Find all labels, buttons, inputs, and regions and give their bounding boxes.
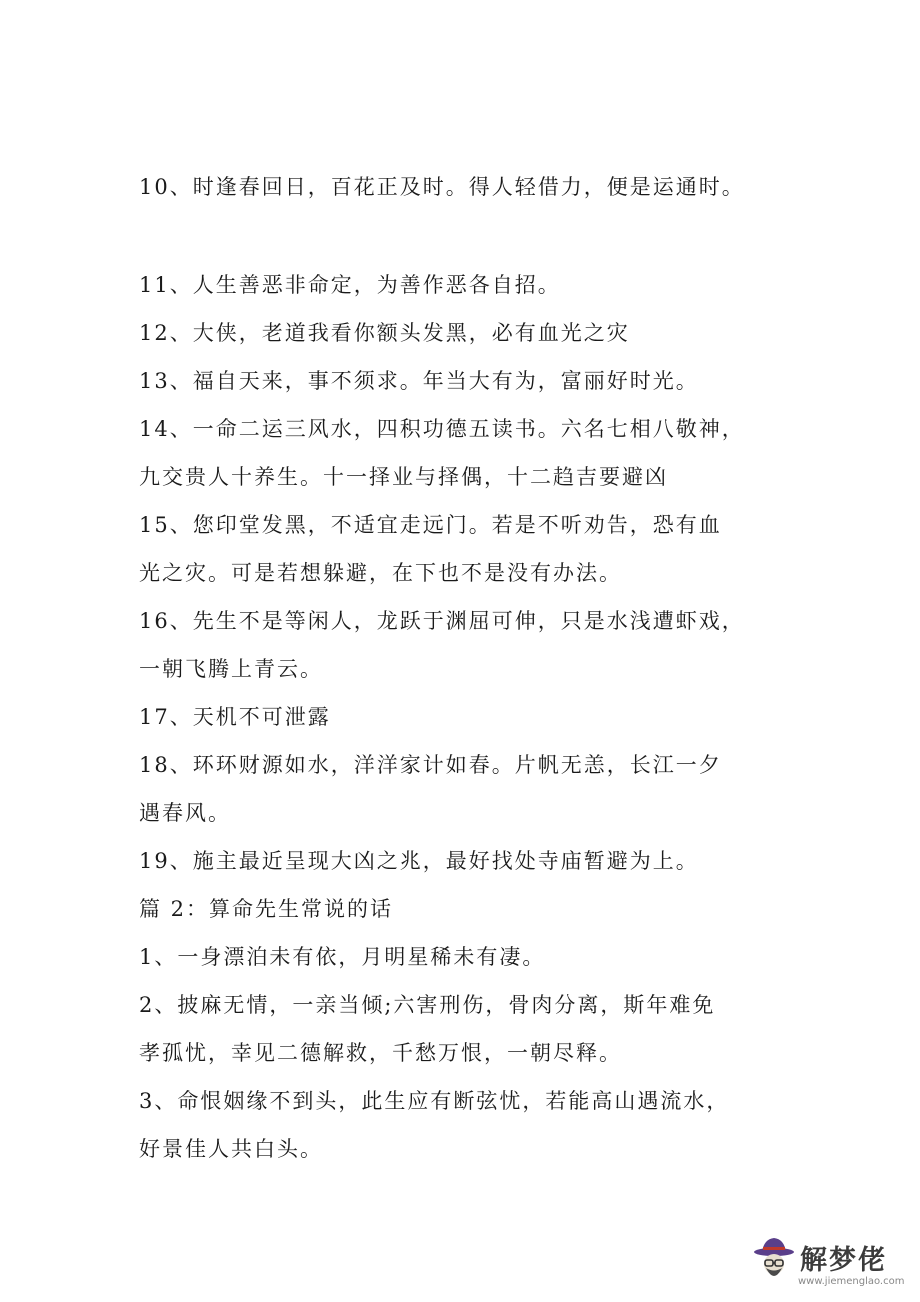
fortune-teller-icon	[752, 1236, 796, 1286]
text-line: 17、天机不可泄露	[139, 705, 331, 729]
section-heading: 篇 2：算命先生常说的话	[139, 897, 394, 921]
site-watermark	[752, 1232, 905, 1294]
text-line: 3、命恨姻缘不到头，此生应有断弦忧，若能高山遇流水，	[139, 1089, 730, 1113]
text-line: 12、大侠，老道我看你额头发黑，必有血光之灾	[139, 321, 630, 345]
text-line: 19、施主最近呈现大凶之兆，最好找处寺庙暂避为上。	[139, 849, 699, 873]
text-line: 10、时逢春回日，百花正及时。得人轻借力，便是运通时。	[139, 175, 745, 199]
text-line: 18、环环财源如水，洋洋家计如春。片帆无恙，长江一夕	[139, 753, 722, 777]
text-line: 13、福自天来，事不须求。年当大有为，富丽好时光。	[139, 369, 699, 393]
text-line: 2、披麻无情，一亲当倾;六害刑伤，骨肉分离，斯年难免	[139, 993, 716, 1017]
text-line: 遇春风。	[139, 801, 231, 825]
paragraph-gap	[139, 211, 789, 261]
text-line: 九交贵人十养生。十一择业与择偶，十二趋吉要避凶	[139, 465, 668, 489]
text-line: 14、一命二运三风水，四积功德五读书。六名七相八敬神，	[139, 417, 745, 441]
watermark-name: 解梦佬	[800, 1245, 887, 1276]
watermark-url: www.jiemenglao.com	[798, 1276, 905, 1287]
text-line: 15、您印堂发黑，不适宜走远门。若是不听劝告，恐有血	[139, 513, 722, 537]
document-body	[139, 163, 789, 1173]
text-line: 孝孤忧，幸见二德解救，千愁万恨，一朝尽释。	[139, 1041, 622, 1065]
text-line: 1、一身漂泊未有依，月明星稀未有凄。	[139, 945, 546, 969]
text-line: 16、先生不是等闲人，龙跃于渊屈可伸，只是水浅遭虾戏，	[139, 609, 745, 633]
text-line: 11、人生善恶非命定，为善作恶各自招。	[139, 273, 561, 297]
text-line: 一朝飞腾上青云。	[139, 657, 323, 681]
text-line: 光之灾。可是若想躲避，在下也不是没有办法。	[139, 561, 622, 585]
text-line: 好景佳人共白头。	[139, 1137, 323, 1161]
